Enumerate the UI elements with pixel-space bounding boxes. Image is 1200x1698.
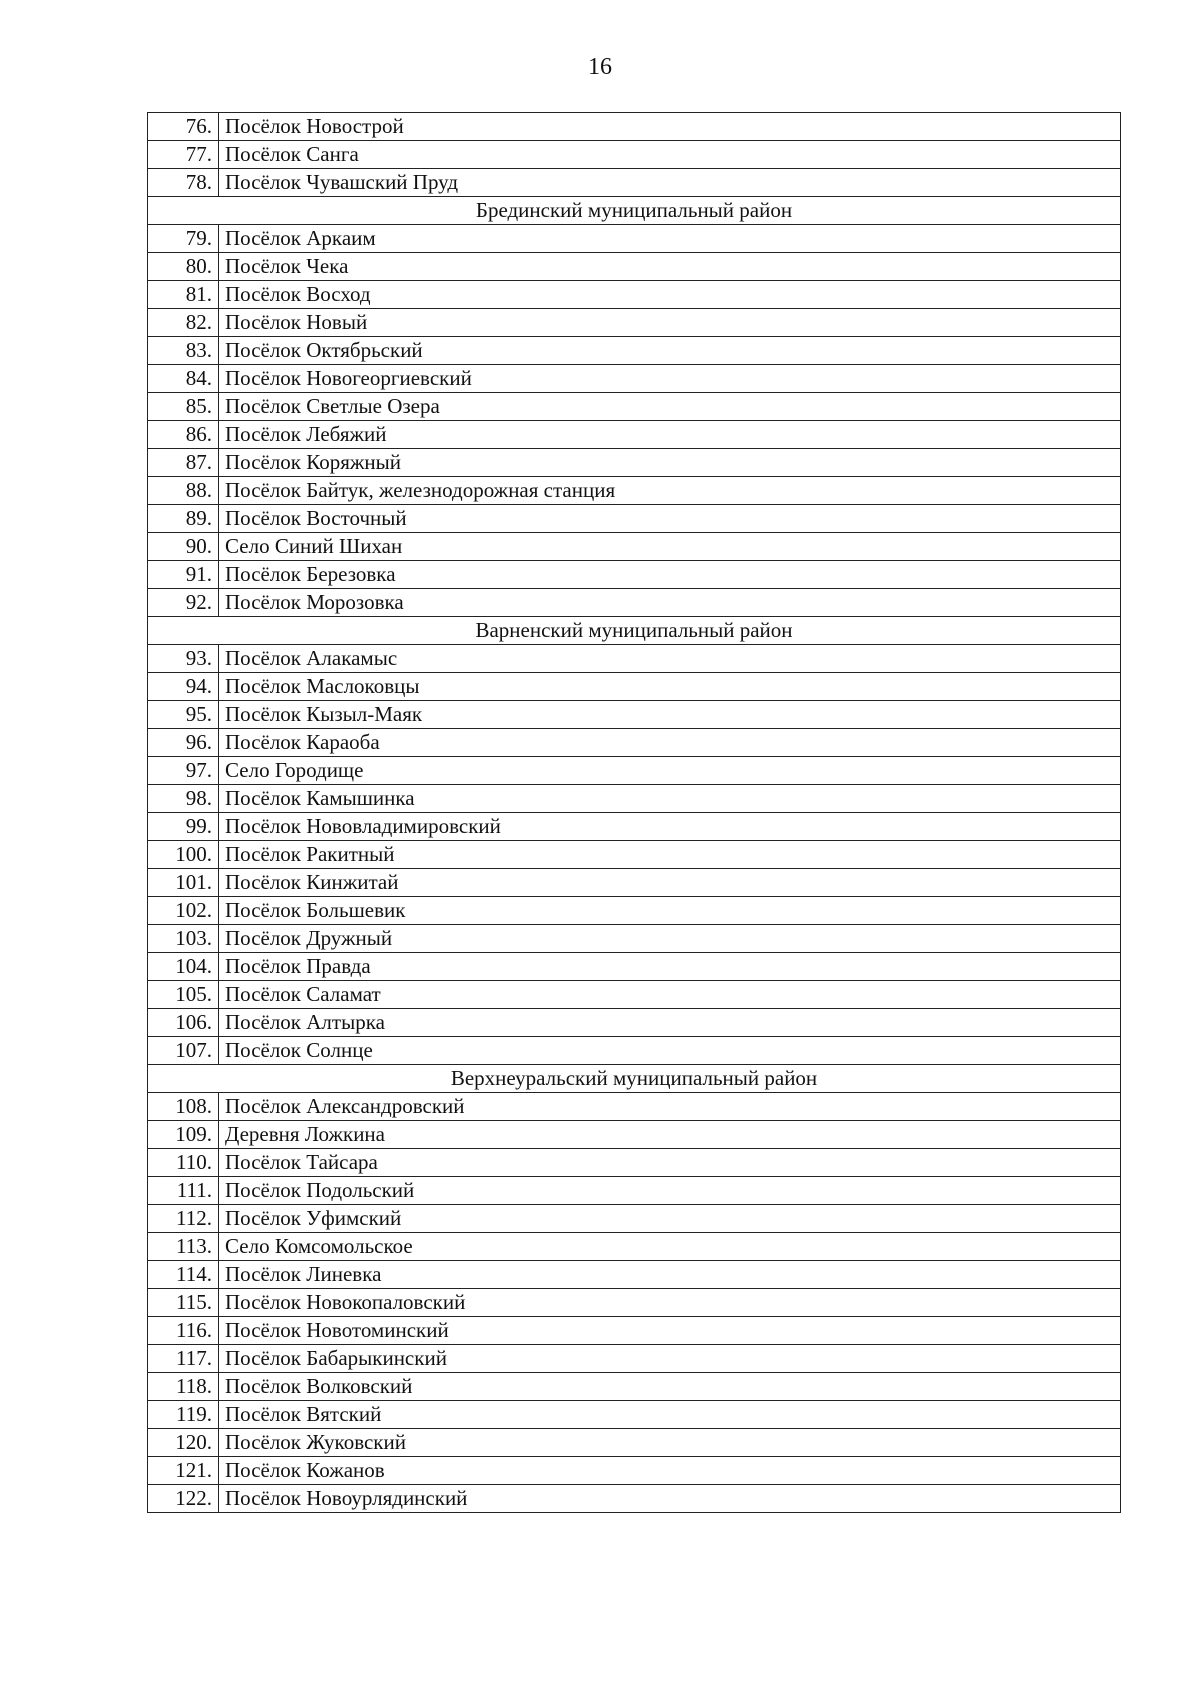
row-number: 112. (148, 1205, 219, 1233)
table-row (148, 421, 1121, 449)
table-row (148, 393, 1121, 421)
table-row (148, 1009, 1121, 1037)
row-number: 115. (148, 1289, 219, 1317)
page-number: 16 (588, 54, 612, 80)
row-number: 105. (148, 981, 219, 1009)
row-number: 83. (148, 337, 219, 365)
row-number: 119. (148, 1401, 219, 1429)
row-number: 94. (148, 673, 219, 701)
table-row (148, 589, 1121, 617)
settlement-name: Посёлок Александровский (219, 1093, 1121, 1121)
table-row (148, 1457, 1121, 1485)
table-row (148, 1037, 1121, 1065)
settlement-name: Посёлок Кинжитай (219, 869, 1121, 897)
table-row (148, 449, 1121, 477)
row-number: 79. (148, 225, 219, 253)
table-row (148, 813, 1121, 841)
settlement-name: Посёлок Новоурлядинский (219, 1485, 1121, 1513)
table-row (148, 1345, 1121, 1373)
row-number: 90. (148, 533, 219, 561)
row-number: 110. (148, 1149, 219, 1177)
settlement-name: Посёлок Алакамыс (219, 645, 1121, 673)
row-number: 77. (148, 141, 219, 169)
settlement-name: Село Комсомольское (219, 1233, 1121, 1261)
table-row (148, 869, 1121, 897)
table-row (148, 1205, 1121, 1233)
district-header-row (148, 1065, 1121, 1093)
settlement-name: Село Городище (219, 757, 1121, 785)
settlement-name: Село Синий Шихан (219, 533, 1121, 561)
table-row (148, 1373, 1121, 1401)
table-row (148, 561, 1121, 589)
row-number: 118. (148, 1373, 219, 1401)
settlement-name: Посёлок Октябрьский (219, 337, 1121, 365)
table-row (148, 365, 1121, 393)
row-number: 88. (148, 477, 219, 505)
table-row (148, 505, 1121, 533)
settlement-name: Посёлок Жуковский (219, 1429, 1121, 1457)
settlement-name: Посёлок Березовка (219, 561, 1121, 589)
row-number: 121. (148, 1457, 219, 1485)
settlement-name: Посёлок Подольский (219, 1177, 1121, 1205)
row-number: 106. (148, 1009, 219, 1037)
settlement-name: Посёлок Байтук, железнодорожная станция (219, 477, 1121, 505)
settlement-name: Посёлок Санга (219, 141, 1121, 169)
settlement-name: Посёлок Восточный (219, 505, 1121, 533)
table-row (148, 1093, 1121, 1121)
table-row (148, 1177, 1121, 1205)
settlement-name: Посёлок Коряжный (219, 449, 1121, 477)
settlement-name: Посёлок Чувашский Пруд (219, 169, 1121, 197)
row-number: 117. (148, 1345, 219, 1373)
table-row (148, 953, 1121, 981)
settlement-name: Посёлок Морозовка (219, 589, 1121, 617)
table-row (148, 1261, 1121, 1289)
settlement-name: Посёлок Волковский (219, 1373, 1121, 1401)
table-row (148, 897, 1121, 925)
table-row (148, 1121, 1121, 1149)
row-number: 107. (148, 1037, 219, 1065)
row-number: 122. (148, 1485, 219, 1513)
table-row (148, 701, 1121, 729)
settlement-name: Посёлок Караоба (219, 729, 1121, 757)
settlement-name: Посёлок Дружный (219, 925, 1121, 953)
settlement-name: Посёлок Саламат (219, 981, 1121, 1009)
settlement-name: Посёлок Новострой (219, 113, 1121, 141)
row-number: 86. (148, 421, 219, 449)
settlement-name: Посёлок Камышинка (219, 785, 1121, 813)
table-row (148, 477, 1121, 505)
settlement-name: Посёлок Правда (219, 953, 1121, 981)
settlement-name: Посёлок Новый (219, 309, 1121, 337)
table-row (148, 729, 1121, 757)
row-number: 120. (148, 1429, 219, 1457)
row-number: 78. (148, 169, 219, 197)
table-row (148, 1429, 1121, 1457)
district-name: Варненский муниципальный район (148, 617, 1121, 645)
table-row (148, 1289, 1121, 1317)
settlement-name: Посёлок Новогеоргиевский (219, 365, 1121, 393)
table-row (148, 1401, 1121, 1429)
table-row (148, 1149, 1121, 1177)
row-number: 101. (148, 869, 219, 897)
row-number: 108. (148, 1093, 219, 1121)
row-number: 82. (148, 309, 219, 337)
row-number: 92. (148, 589, 219, 617)
row-number: 76. (148, 113, 219, 141)
table-row (148, 925, 1121, 953)
row-number: 89. (148, 505, 219, 533)
table-row (148, 981, 1121, 1009)
settlements-table-body (148, 113, 1121, 1513)
row-number: 102. (148, 897, 219, 925)
settlement-name: Посёлок Восход (219, 281, 1121, 309)
settlement-name: Посёлок Линевка (219, 1261, 1121, 1289)
settlement-name: Посёлок Бабарыкинский (219, 1345, 1121, 1373)
settlement-name: Посёлок Кожанов (219, 1457, 1121, 1485)
table-row (148, 785, 1121, 813)
row-number: 116. (148, 1317, 219, 1345)
row-number: 114. (148, 1261, 219, 1289)
table-row (148, 645, 1121, 673)
row-number: 109. (148, 1121, 219, 1149)
table-row (148, 757, 1121, 785)
table-row (148, 169, 1121, 197)
settlement-name: Посёлок Уфимский (219, 1205, 1121, 1233)
table-row (148, 841, 1121, 869)
table-row (148, 253, 1121, 281)
settlement-name: Посёлок Новокопаловский (219, 1289, 1121, 1317)
row-number: 113. (148, 1233, 219, 1261)
settlement-name: Посёлок Аркаим (219, 225, 1121, 253)
settlement-name: Посёлок Чека (219, 253, 1121, 281)
table-row (148, 1317, 1121, 1345)
district-header-row (148, 617, 1121, 645)
settlement-name: Посёлок Ракитный (219, 841, 1121, 869)
row-number: 95. (148, 701, 219, 729)
table-row (148, 533, 1121, 561)
row-number: 103. (148, 925, 219, 953)
settlement-name: Посёлок Алтырка (219, 1009, 1121, 1037)
district-name: Брединский муниципальный район (148, 197, 1121, 225)
settlement-name: Посёлок Вятский (219, 1401, 1121, 1429)
table-row (148, 309, 1121, 337)
settlement-name: Посёлок Большевик (219, 897, 1121, 925)
settlement-name: Деревня Ложкина (219, 1121, 1121, 1149)
settlement-name: Посёлок Солнце (219, 1037, 1121, 1065)
district-name: Верхнеуральский муниципальный район (148, 1065, 1121, 1093)
row-number: 111. (148, 1177, 219, 1205)
row-number: 91. (148, 561, 219, 589)
table-row (148, 141, 1121, 169)
row-number: 100. (148, 841, 219, 869)
row-number: 97. (148, 757, 219, 785)
table-row (148, 281, 1121, 309)
settlement-name: Посёлок Тайсара (219, 1149, 1121, 1177)
settlement-name: Посёлок Маслоковцы (219, 673, 1121, 701)
row-number: 93. (148, 645, 219, 673)
row-number: 85. (148, 393, 219, 421)
district-header-row (148, 197, 1121, 225)
settlement-name: Посёлок Нововладимировский (219, 813, 1121, 841)
row-number: 87. (148, 449, 219, 477)
table-row (148, 225, 1121, 253)
row-number: 96. (148, 729, 219, 757)
settlement-name: Посёлок Лебяжий (219, 421, 1121, 449)
row-number: 80. (148, 253, 219, 281)
settlement-name: Посёлок Кызыл-Маяк (219, 701, 1121, 729)
row-number: 98. (148, 785, 219, 813)
row-number: 99. (148, 813, 219, 841)
row-number: 104. (148, 953, 219, 981)
table-row (148, 673, 1121, 701)
row-number: 81. (148, 281, 219, 309)
table-row (148, 337, 1121, 365)
settlement-name: Посёлок Новотоминский (219, 1317, 1121, 1345)
settlements-table (147, 112, 1121, 1513)
table-row (148, 113, 1121, 141)
table-row (148, 1485, 1121, 1513)
table-row (148, 1233, 1121, 1261)
settlement-name: Посёлок Светлые Озера (219, 393, 1121, 421)
row-number: 84. (148, 365, 219, 393)
